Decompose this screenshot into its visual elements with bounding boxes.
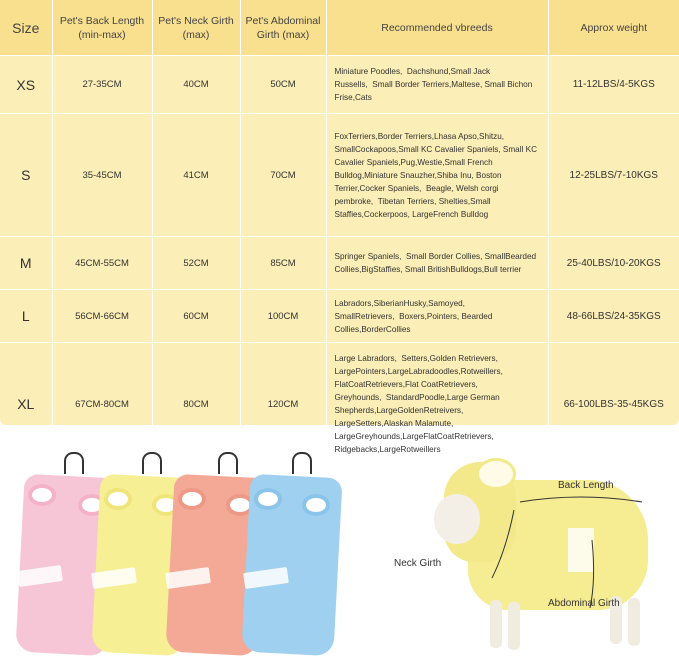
weight-cell: 66-100LBS-35-45KGS [548,343,679,466]
header-abdominal-girth: Pet's Abdominal Girth (max) [240,0,326,56]
breeds-cell: Springer Spaniels, Small Border Collies, SmallBearded Collies,BigStaffies, Small BritishBulldogs,Bull terrier [326,237,548,290]
weight-cell: 25-40LBS/10-20KGS [548,237,679,290]
ear-icon [254,488,282,510]
neck-girth-cell: 80CM [152,343,240,466]
table-row [0,290,679,343]
neck-girth-cell: 52CM [152,237,240,290]
abdominal-girth-cell: 100CM [240,290,326,343]
table-row [0,237,679,290]
abdominal-girth-cell: 70CM [240,114,326,237]
back-length-cell: 67CM-80CM [52,343,152,466]
weight-cell: 48-66LBS/24-35KGS [548,290,679,343]
table-row [0,114,679,237]
breeds-cell: Labradors,SiberianHusky,Samoyed, SmallRetrievers, Boxers,Pointers, Bearded Collies,BorderCollies [326,290,548,343]
hanger-hook-icon [292,452,312,474]
header-weight: Approx weight [548,0,679,56]
breeds-cell: Large Labradors, Setters,Golden Retrievers, LargePointers,LargeLabradoodles,Rotweillers, FlatCoatRetrievers,Flat CoatRetrievers, Greyhounds, StandardPoodle,Large German Shepherds,LargeGoldenRetreivers, LargeSetters,Alaskan Malamute, LargeGreyhounds,LargeFlatCoatRetrievers, Ridgebacks,LargeRotweillers [326,343,548,466]
size-cell: XS [0,56,52,114]
hanger-hook-icon [64,452,84,474]
hanger-hook-icon [218,452,238,474]
table-row [0,56,679,114]
back-length-line [520,497,642,502]
ear-icon [28,484,56,506]
product-photos [0,440,679,665]
size-cell: M [0,237,52,290]
ear-icon [104,488,132,510]
neck-girth-line [492,510,514,578]
abdominal-girth-cell: 50CM [240,56,326,114]
size-cell: XL [0,343,52,466]
header-breeds: Recommended vbreeds [326,0,548,56]
back-length-label: Back Length [558,480,614,491]
back-length-cell: 27-35CM [52,56,152,114]
measurement-lines [380,440,679,665]
back-length-cell: 56CM-66CM [52,290,152,343]
size-cell: S [0,114,52,237]
abdominal-girth-label: Abdominal Girth [548,598,620,609]
back-length-cell: 45CM-55CM [52,237,152,290]
hanger-hook-icon [142,452,162,474]
size-cell: L [0,290,52,343]
ear-icon [302,494,330,516]
abdominal-girth-cell: 120CM [240,343,326,466]
ear-icon [178,488,206,510]
abdominal-girth-cell: 85CM [240,237,326,290]
neck-girth-cell: 41CM [152,114,240,237]
measurement-diagram [380,440,679,665]
back-length-cell: 35-45CM [52,114,152,237]
header-row [0,0,679,56]
header-size: Size [0,0,52,56]
neck-girth-cell: 60CM [152,290,240,343]
header-neck-girth: Pet's Neck Girth (max) [152,0,240,56]
breeds-cell: FoxTerriers,Border Terriers,Lhasa Apso,Shitzu, SmallCockapoos,Small KC Cavalier Spaniels, Small KC Cavalier Spaniels,Pug,Westie,Small French Bulldog,Miniature Snauzher,Shiba Inu, Boston Terrier,Cocker Spaniels, Beagle, Welsh corgi pembroke, Tibetan Terriers, Shelties,Small Staffies,Cockerpoos, LargeFrench Bulldog [326,114,548,237]
breeds-cell: Miniature Poodles, Dachshund,Small Jack Russells, Small Border Terriers,Maltese, Small Bichon Frise,Cats [326,56,548,114]
weight-cell: 11-12LBS/4-5KGS [548,56,679,114]
weight-cell: 12-25LBS/7-10KGS [548,114,679,237]
neck-girth-label: Neck Girth [394,558,442,569]
neck-girth-cell: 40CM [152,56,240,114]
header-back-length: Pet's Back Length (min-max) [52,0,152,56]
